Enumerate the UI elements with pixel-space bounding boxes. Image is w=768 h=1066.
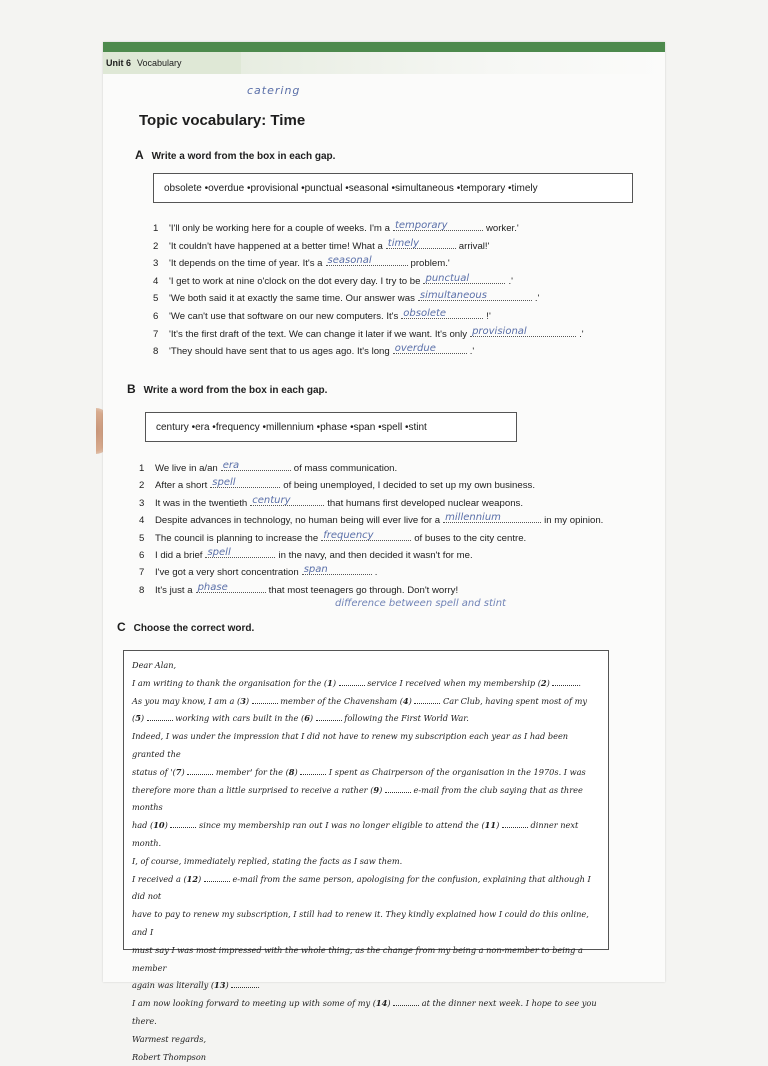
item-text-before: We live in a/an xyxy=(155,463,218,474)
answer-gap[interactable] xyxy=(401,308,483,319)
letter-text: ) xyxy=(379,784,385,795)
letter-text: I, of course, immediately replied, stating the facts as I saw them. xyxy=(132,855,403,866)
item-text-before: It's just a xyxy=(155,584,193,596)
section-a-heading: A Write a word from the box in each gap. xyxy=(135,148,336,162)
item-text-after: problem.' xyxy=(410,258,450,270)
item-text-after: in the navy, and then decided it wasn't for me. xyxy=(278,550,473,561)
item-number: 6 xyxy=(139,550,145,561)
letter-blank[interactable] xyxy=(147,720,173,721)
letter-blank[interactable] xyxy=(414,703,440,704)
gap-fill-item xyxy=(139,547,473,561)
section-label: Vocabulary xyxy=(137,58,182,68)
letter-text: . xyxy=(257,980,260,991)
gap-fill-item xyxy=(153,238,489,252)
answer-gap[interactable] xyxy=(418,290,532,301)
gap-number: 1 xyxy=(327,677,333,688)
box-word: century • xyxy=(156,422,195,433)
letter-blank[interactable] xyxy=(187,774,213,775)
item-text-after: .' xyxy=(508,275,513,287)
item-number: 8 xyxy=(153,346,159,358)
letter-text: ) xyxy=(225,980,232,991)
letter-text: working with cars built in the ( xyxy=(172,713,305,724)
letter-line xyxy=(132,977,600,995)
letter-text: I am writing to thank the organisation for the ( xyxy=(132,677,328,688)
letter-blank[interactable] xyxy=(170,827,196,828)
letter-text: ) xyxy=(198,873,204,884)
letter-text: I spent as Chairperson of the organisation in the 1970s. I was xyxy=(326,766,586,777)
box-word: punctual • xyxy=(305,183,349,194)
item-text-before: 'I get to work at nine o'clock on the dot every day. I try to be xyxy=(169,275,421,287)
gap-fill-item xyxy=(139,530,526,544)
answer-gap[interactable] xyxy=(326,255,408,266)
letter-line xyxy=(132,782,600,818)
item-text-before: 'It depends on the time of year. It's a xyxy=(169,258,323,270)
answer-gap[interactable] xyxy=(470,326,576,337)
gap-number: 3 xyxy=(240,695,246,706)
handwritten-answer: simultaneous xyxy=(419,290,487,302)
item-number: 7 xyxy=(153,328,159,340)
gap-fill-item xyxy=(139,477,535,491)
gap-number: 5 xyxy=(135,713,141,724)
box-word: seasonal • xyxy=(349,183,395,194)
box-word: phase • xyxy=(320,422,354,433)
answer-gap[interactable] xyxy=(250,495,324,506)
letter-text: must say I was most impressed with the whole thing, as the change from my being a non-member to being a member xyxy=(132,944,583,973)
gap-number: 10 xyxy=(153,820,165,831)
gap-fill-item xyxy=(139,495,523,509)
answer-gap[interactable] xyxy=(393,220,483,231)
unit-label: Unit 6 xyxy=(106,58,132,68)
letter-text: ) xyxy=(496,820,502,831)
item-text-before: It was in the twentieth xyxy=(155,497,248,509)
gap-number: 11 xyxy=(484,820,497,831)
unit-tab xyxy=(103,52,241,74)
item-number: 4 xyxy=(153,275,159,287)
letter-line xyxy=(132,693,600,711)
gap-number: 2 xyxy=(540,677,547,688)
letter-salutation: Dear Alan, xyxy=(132,660,177,670)
word-box-a xyxy=(153,173,633,203)
box-word: overdue • xyxy=(208,183,250,194)
item-text-after: of mass communication. xyxy=(293,463,398,474)
item-number: 2 xyxy=(139,480,145,492)
item-text-after: that humans first developed nuclear weapons. xyxy=(327,497,523,509)
item-text-before: 'We can't use that software on our new computers. It's xyxy=(169,311,399,322)
answer-gap[interactable] xyxy=(423,273,505,284)
handwritten-answer: timely xyxy=(387,237,420,249)
box-word: spell • xyxy=(382,422,409,433)
item-number: 5 xyxy=(153,293,159,305)
item-text-before: 'They should have sent that to us ages ago. It's long xyxy=(169,346,390,358)
item-number: 1 xyxy=(153,223,159,234)
letter-text: have to pay to renew my subscription, I still had to renew it. They kindly explained how I could do this online, and I xyxy=(132,909,589,937)
letter-text: following the First World War. xyxy=(341,713,469,724)
item-number: 5 xyxy=(139,532,145,544)
handwritten-answer: seasonal xyxy=(327,255,372,267)
letter-text: Indeed, I was under the impression that I did not have to renew my subscription each year as I had been granted the xyxy=(132,731,569,759)
gap-number: 6 xyxy=(304,713,310,724)
item-number: 8 xyxy=(139,584,145,596)
item-text-after: . xyxy=(374,567,378,579)
item-text-after: worker.' xyxy=(485,223,519,234)
item-text-after: .' xyxy=(579,328,584,340)
letter-text: ) xyxy=(408,695,415,706)
handwritten-answer: obsolete xyxy=(403,308,447,319)
letter-blank[interactable] xyxy=(552,685,578,686)
handwritten-answer: era xyxy=(222,460,240,471)
item-text-after: arrival!' xyxy=(458,240,490,252)
handwritten-note: catering xyxy=(247,84,301,97)
item-text-after: .' xyxy=(534,293,540,305)
word-box-b xyxy=(145,412,517,442)
gap-number: 14 xyxy=(375,998,388,1009)
letter-line xyxy=(132,871,600,907)
page-title: Topic vocabulary: Time xyxy=(139,112,306,129)
answer-gap[interactable] xyxy=(205,547,275,558)
answer-gap[interactable] xyxy=(221,460,291,471)
gap-fill-item xyxy=(139,564,377,578)
item-text-after: that most teenagers go through. Don't worry! xyxy=(268,584,459,596)
letter-text: e-mail from the same person, apologising for the confusion, explaining that although I did not xyxy=(132,873,591,902)
gap-fill-item xyxy=(153,326,584,340)
gap-number: 8 xyxy=(288,766,295,777)
workbook-page xyxy=(103,42,665,1062)
item-text-after: in my opinion. xyxy=(544,515,604,527)
header-gradient xyxy=(241,52,665,74)
gap-fill-item xyxy=(153,343,474,357)
letter-text: . xyxy=(578,677,582,688)
gap-fill-item xyxy=(139,512,603,526)
item-text-after: of buses to the city centre. xyxy=(414,532,527,544)
header-bar xyxy=(103,42,665,52)
item-number: 2 xyxy=(153,240,159,252)
handwritten-scribble: difference between spell and stint xyxy=(335,598,506,609)
answer-gap[interactable] xyxy=(321,530,411,541)
letter-text: ) xyxy=(140,713,147,724)
box-word: temporary • xyxy=(460,183,511,194)
gap-fill-item xyxy=(153,220,519,234)
letter-signature: Robert Thompson xyxy=(132,1051,207,1062)
gap-number: 9 xyxy=(373,784,380,795)
letter-text: again was literally ( xyxy=(132,980,215,991)
letter-closing: Warmest regards, xyxy=(132,1033,207,1044)
letter-text: since my membership ran out I was no longer eligible to attend the ( xyxy=(196,820,485,831)
letter-text: ) xyxy=(181,766,188,777)
gap-fill-item xyxy=(139,460,397,474)
letter-text: ) xyxy=(245,695,252,706)
box-word: obsolete • xyxy=(164,183,208,194)
gap-fill-item xyxy=(153,290,539,304)
letter-line xyxy=(132,675,600,693)
letter-line xyxy=(132,710,600,728)
box-word: millennium • xyxy=(266,422,320,433)
letter-line xyxy=(132,764,600,782)
handwritten-answer: provisional xyxy=(472,325,527,337)
letter-text: had ( xyxy=(132,820,154,831)
handwritten-answer: overdue xyxy=(394,343,436,355)
letter-text: ) xyxy=(309,713,316,724)
letter-blank[interactable] xyxy=(231,987,257,988)
gap-number: 7 xyxy=(175,766,182,777)
handwritten-answer: millennium xyxy=(445,512,501,524)
item-number: 3 xyxy=(153,258,159,270)
item-text-before: The council is planning to increase the xyxy=(155,532,319,544)
item-number: 3 xyxy=(139,497,145,509)
handwritten-answer: frequency xyxy=(323,529,374,541)
item-text-before: 'I'll only be working here for a couple of weeks. I'm a xyxy=(169,223,390,234)
answer-gap[interactable] xyxy=(386,238,456,249)
item-text-before: 'It couldn't have happened at a better time! What a xyxy=(169,240,383,252)
box-word: stint xyxy=(408,421,427,433)
letter-blank[interactable] xyxy=(252,703,278,704)
letter-line xyxy=(132,942,600,978)
handwritten-answer: spell xyxy=(212,477,236,489)
handwritten-answer: span xyxy=(303,564,328,576)
item-text-before: I've got a very short concentration xyxy=(155,567,299,579)
answer-gap[interactable] xyxy=(302,564,372,575)
item-number: 7 xyxy=(139,567,145,579)
gap-number: 4 xyxy=(402,695,409,706)
handwritten-answer: punctual xyxy=(425,272,470,284)
letter-text: ) xyxy=(294,766,301,777)
section-c-heading: C Choose the correct word. xyxy=(117,620,255,634)
box-word: era • xyxy=(195,422,216,433)
item-text-before: I did a brief xyxy=(155,550,203,561)
gap-fill-item xyxy=(139,582,458,596)
gap-number: 13 xyxy=(214,980,226,991)
gap-number: 12 xyxy=(186,873,199,884)
letter-blank[interactable] xyxy=(339,685,365,686)
item-number: 1 xyxy=(139,463,145,474)
gap-fill-item xyxy=(153,308,491,322)
item-text-before: 'It's the first draft of the text. We can change it later if we want. It's only xyxy=(169,328,468,340)
answer-gap[interactable] xyxy=(393,343,467,354)
letter-text: status of '( xyxy=(132,766,176,777)
item-text-before: After a short xyxy=(155,480,208,492)
letter-text: ( xyxy=(132,713,136,724)
item-text-before: 'We both said it at exactly the same time. Our answer was xyxy=(169,293,415,305)
letter-text: ) xyxy=(546,677,553,688)
letter-blank[interactable] xyxy=(385,792,411,793)
letter-text: member' for the ( xyxy=(213,766,289,777)
answer-gap[interactable] xyxy=(210,477,280,488)
gap-fill-item xyxy=(153,255,450,269)
letter-text: dinner next month. xyxy=(132,820,579,848)
letter-body xyxy=(132,675,600,1031)
handwritten-answer: spell xyxy=(207,547,231,558)
gap-fill-item xyxy=(153,273,513,287)
letter-text: I am now looking forward to meeting up with some of my ( xyxy=(132,998,376,1009)
section-b-heading: B Write a word from the box in each gap. xyxy=(127,382,328,396)
letter-text: As you may know, I am a ( xyxy=(132,695,241,706)
item-text-before: Despite advances in technology, no human being will ever live for a xyxy=(155,515,441,527)
answer-gap[interactable] xyxy=(196,582,266,593)
letter-line xyxy=(132,853,600,871)
letter-blank[interactable] xyxy=(316,720,342,721)
item-number: 6 xyxy=(153,311,159,322)
letter-text: ) xyxy=(164,820,171,831)
letter-blank[interactable] xyxy=(502,827,528,828)
box-word: simultaneous • xyxy=(395,183,460,194)
item-text-after: .' xyxy=(469,346,475,358)
letter-text: service I received when my membership ( xyxy=(364,677,541,688)
answer-gap[interactable] xyxy=(443,512,541,523)
handwritten-answer: phase xyxy=(197,581,228,593)
handwritten-answer: century xyxy=(252,494,291,506)
letter-text: at the dinner next week. I hope to see you there. xyxy=(132,998,597,1026)
letter-blank[interactable] xyxy=(300,774,326,775)
letter-text: ) xyxy=(332,677,339,688)
handwritten-answer: temporary xyxy=(394,220,448,231)
letter-text: therefore more than a little surprised to receive a rather ( xyxy=(132,784,374,795)
item-text-after: of being unemployed, I decided to set up my own business. xyxy=(283,480,535,492)
letter-text: member of the Chavensham ( xyxy=(277,695,403,706)
letter-text: ) xyxy=(387,998,394,1009)
item-text-after: !' xyxy=(486,311,491,322)
letter-line xyxy=(132,728,600,764)
letter-blank[interactable] xyxy=(204,881,230,882)
letter-blank[interactable] xyxy=(393,1005,419,1006)
item-number: 4 xyxy=(139,515,145,527)
box-word: frequency • xyxy=(216,422,266,433)
letter-text: Car Club, having spent most of my xyxy=(440,695,587,706)
letter-text-box xyxy=(123,650,609,1062)
letter-line xyxy=(132,906,600,942)
box-word: span • xyxy=(354,422,382,433)
letter-text: e-mail from the club saying that as three months xyxy=(132,784,583,813)
box-word: timely xyxy=(511,182,538,194)
box-word: provisional • xyxy=(251,183,305,194)
letter-text: I received a ( xyxy=(132,873,187,884)
letter-line xyxy=(132,817,600,853)
letter-line xyxy=(132,995,600,1031)
